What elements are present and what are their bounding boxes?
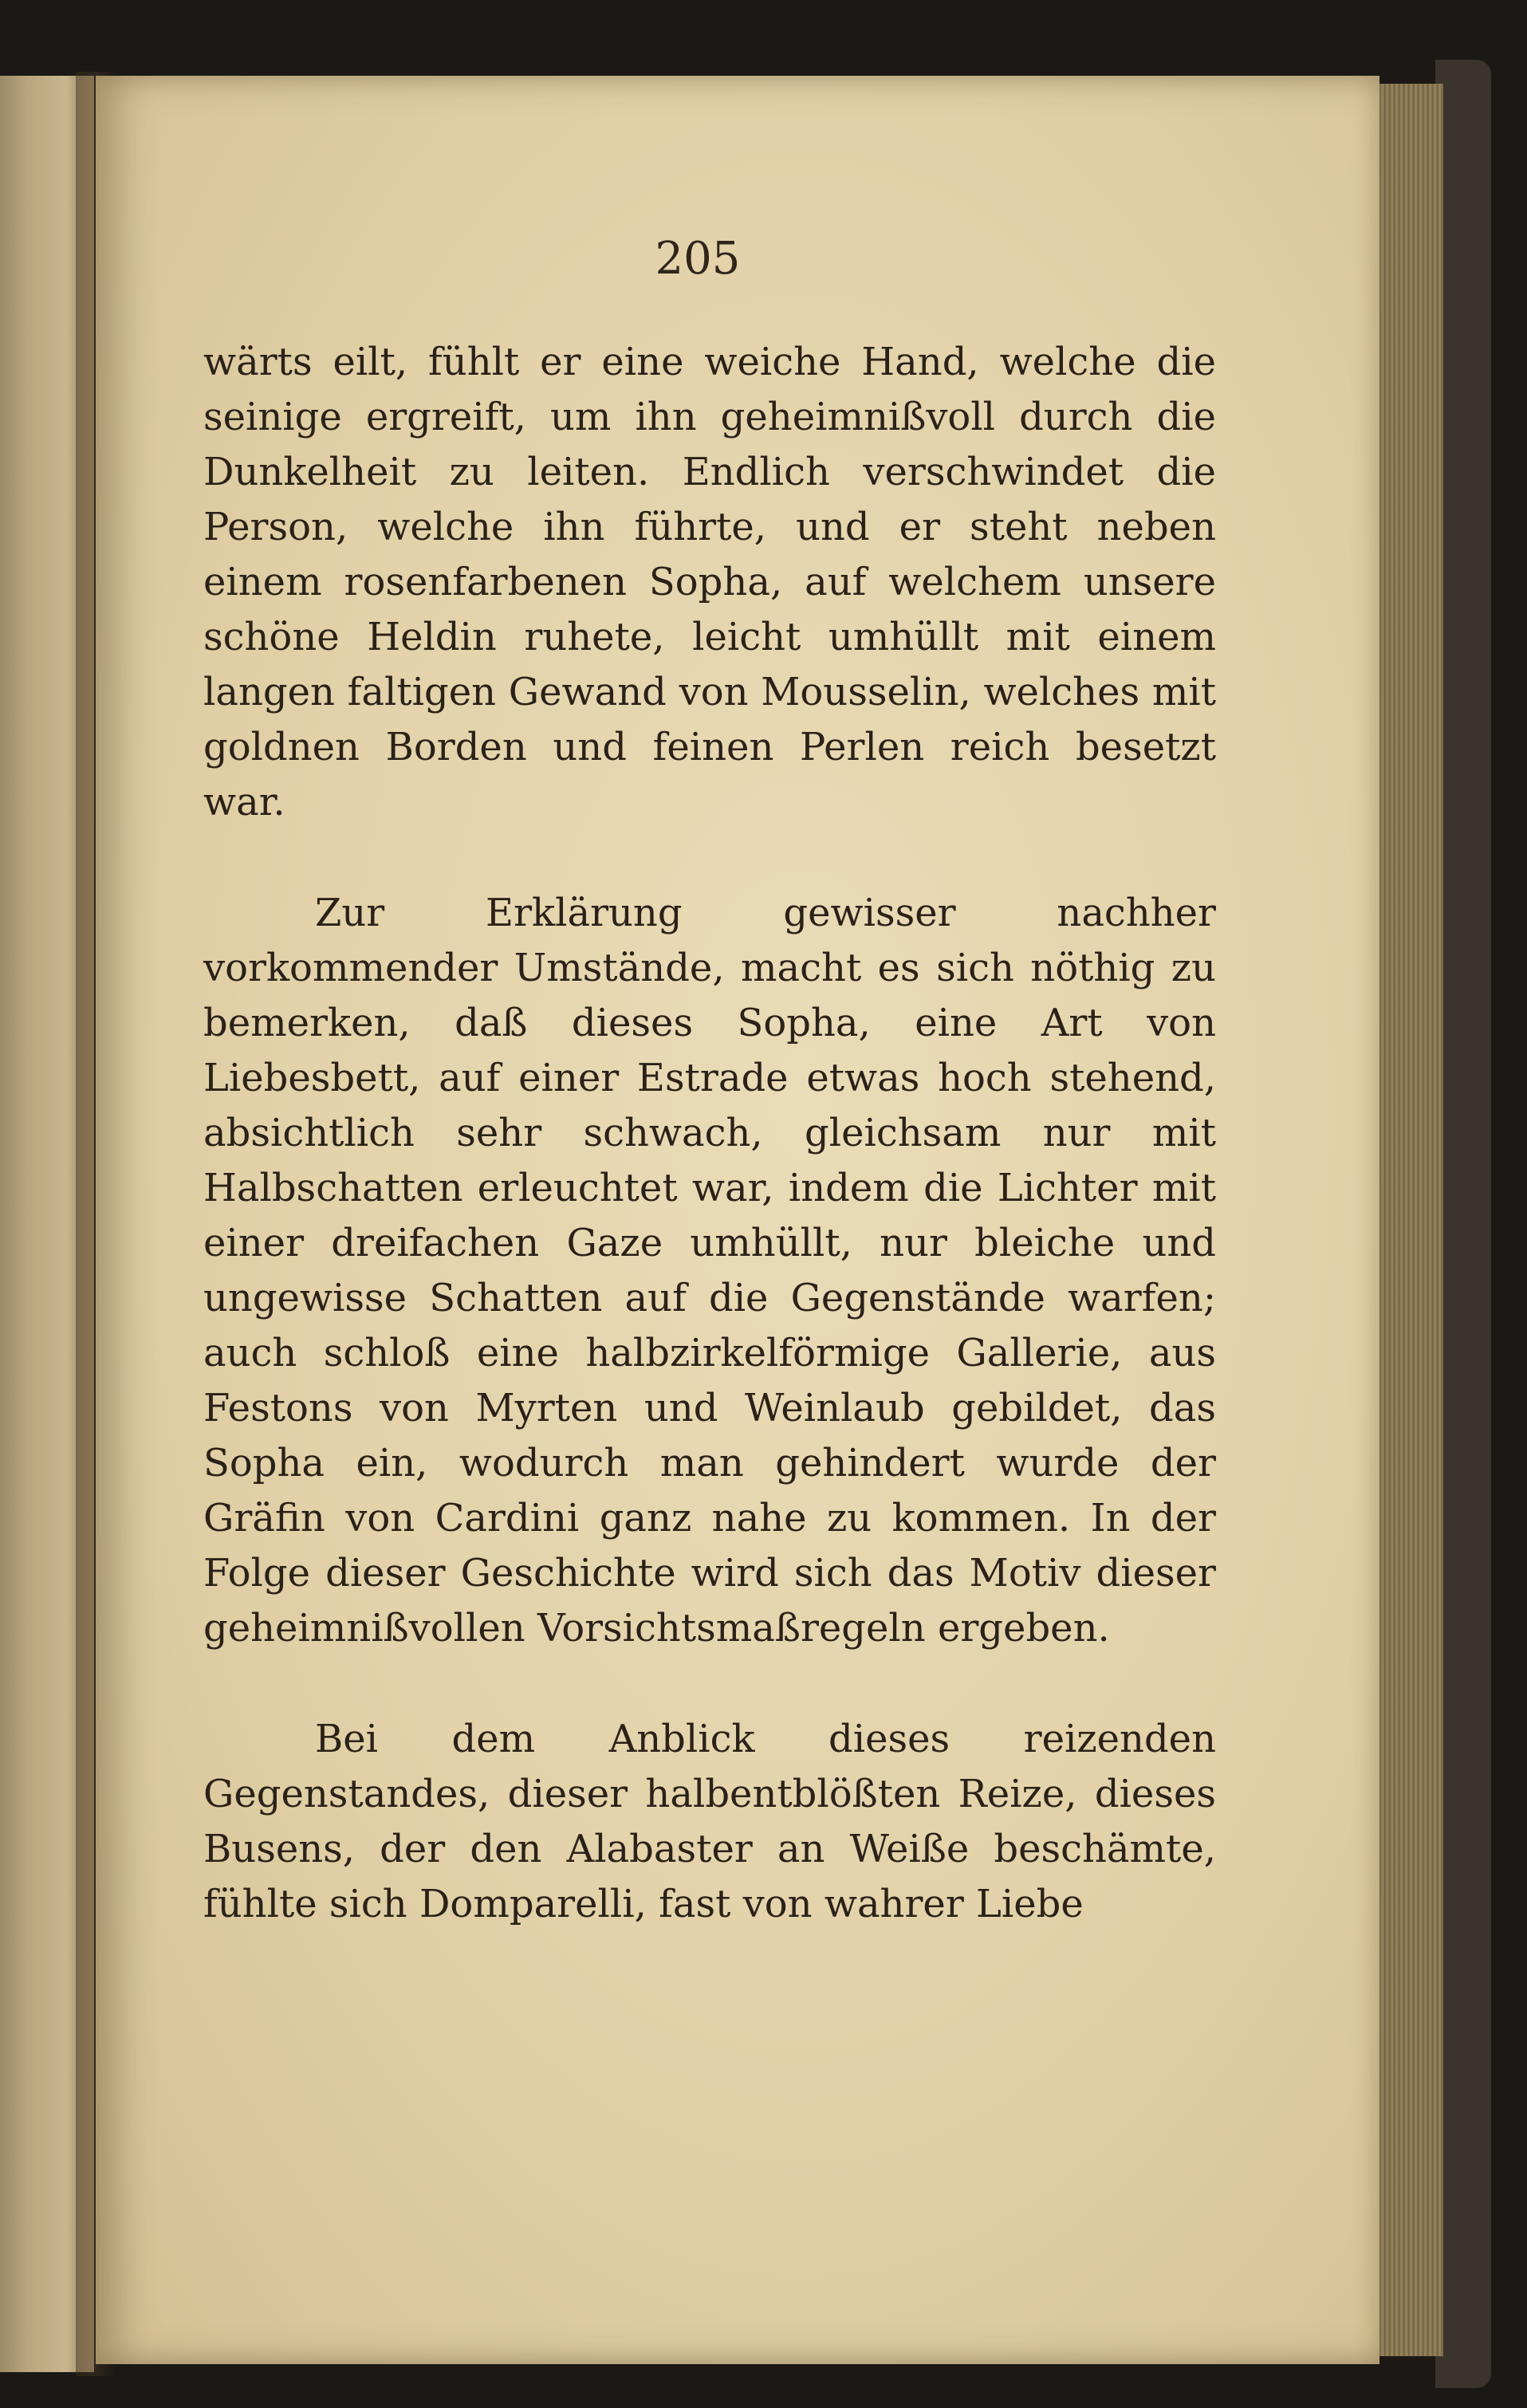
- paragraph-gap: [203, 1656, 1216, 1712]
- page-number: 205: [655, 233, 741, 285]
- paragraph-2: Zur Erklärung gewisser nachher vorkommender Umstände, macht es sich nöthig zu bemerken, daß dieses Sopha, eine Art von Liebesbett, auf einer Estrade etwas hoch stehend, absichtlich sehr schwach, gleichsam nur mit Halbschatten erleuchtet war, indem die Lichter mit einer dreifachen Gaze umhüllt, nur bleiche und ungewisse Schatten auf die Gegenstände warfen; auch schloß eine halbzirkelförmige Gallerie, aus Festons von Myrten und Weinlaub gebildet, das Sopha ein, wodurch man gehindert wurde der Gräfin von Cardini ganz nahe zu kommen. In der Folge dieser Geschichte wird sich das Motiv dieser geheimnißvollen Vorsichtsmaßregeln ergeben.: [203, 891, 1216, 1651]
- page-text: [203, 335, 1216, 1932]
- paragraph-gap: [203, 830, 1216, 886]
- paragraph-3: Bei dem Anblick dieses reizenden Gegenstandes, dieser halbentblößten Reize, dieses Busens, der den Alabaster an Weiße beschämte, fühlte sich Domparelli, fast von wahrer Liebe: [203, 1717, 1216, 1926]
- book-cover: [1435, 60, 1491, 2388]
- page-edges: [1375, 84, 1443, 2356]
- paragraph-1: wärts eilt, fühlt er eine weiche Hand, welche die seinige ergreift, um ihn geheimnißvoll durch die Dunkelheit zu leiten. Endlich verschwindet die Person, welche ihn führte, und er steht neben einem rosenfarbenen Sopha, auf welchem unsere schöne Heldin ruhete, leicht umhüllt mit einem langen faltigen Gewand von Mousselin, welches mit goldnen Borden und feinen Perlen reich besetzt war.: [203, 340, 1216, 824]
